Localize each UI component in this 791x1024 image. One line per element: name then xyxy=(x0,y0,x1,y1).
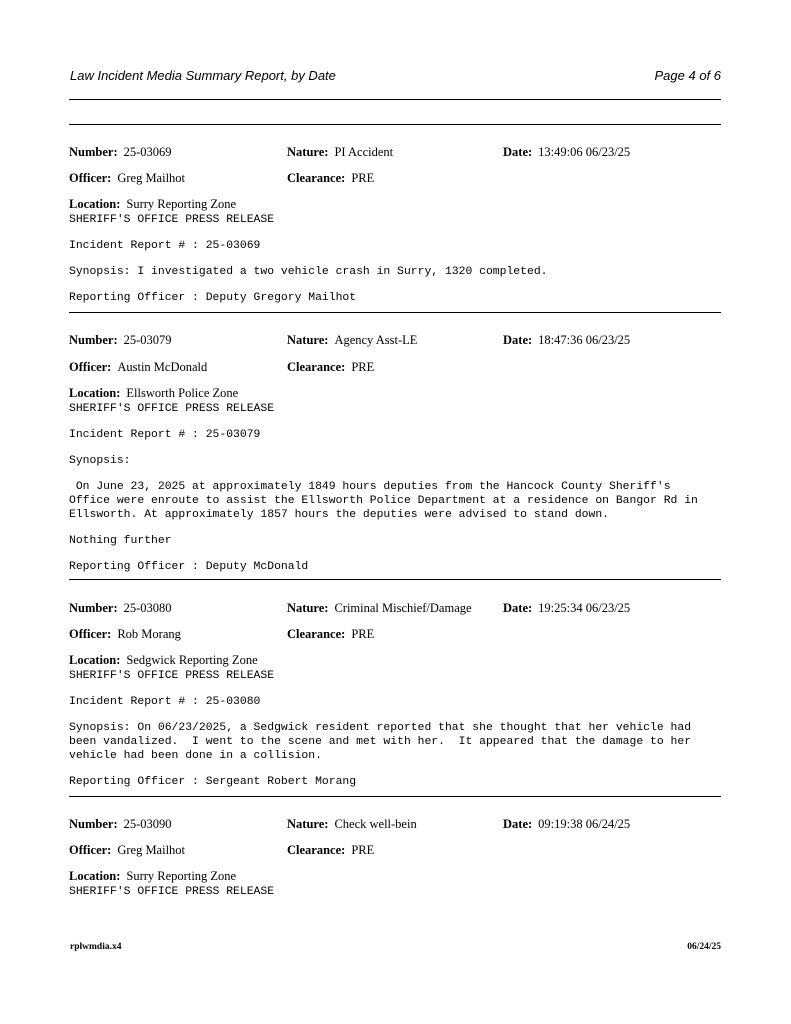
location-value: Surry Reporting Zone xyxy=(126,869,237,883)
number-label: Number: xyxy=(69,817,118,831)
header-rule xyxy=(69,99,721,100)
press-release-line: SHERIFF'S OFFICE PRESS RELEASE xyxy=(69,886,275,898)
incident-date: 18:47:36 06/23/25 xyxy=(538,333,631,347)
press-release-line: SHERIFF'S OFFICE PRESS RELEASE xyxy=(69,670,275,682)
clearance-label: Clearance: xyxy=(287,360,346,374)
synopsis-text: Synopsis: On 06/23/2025, a Sedgwick resident reported that she thought that her vehicle had been vandalized. I went to the scene and met with her. It appeared that the damage to her vehicle had been done in a collision. xyxy=(69,722,692,762)
report-title: Law Incident Media Summary Report, by Date xyxy=(70,68,336,83)
incident-date: 19:25:34 06/23/25 xyxy=(538,601,631,615)
page-number: Page 4 of 6 xyxy=(654,68,721,83)
incident-date: 09:19:38 06/24/25 xyxy=(538,817,631,831)
incident-record xyxy=(69,145,721,305)
separator-rule xyxy=(69,124,721,125)
incident-number: 25-03080 xyxy=(123,601,172,615)
incident-record xyxy=(69,601,721,789)
incident-number: 25-03079 xyxy=(123,333,172,347)
date-label: Date: xyxy=(503,333,533,347)
reporting-officer-line: Reporting Officer : Sergeant Robert Morang xyxy=(69,776,357,788)
officer-label: Officer: xyxy=(69,627,112,641)
location-value: Surry Reporting Zone xyxy=(126,197,237,211)
nature-label: Nature: xyxy=(287,601,329,615)
number-label: Number: xyxy=(69,333,118,347)
location-label: Location: xyxy=(69,869,121,883)
location-label: Location: xyxy=(69,653,121,667)
synopsis-text: Synopsis: xyxy=(69,455,131,467)
clearance-label: Clearance: xyxy=(287,627,346,641)
location-label: Location: xyxy=(69,197,121,211)
incident-report-line: Incident Report # : 25-03069 xyxy=(69,240,261,252)
incident-record xyxy=(69,817,721,899)
location-value: Sedgwick Reporting Zone xyxy=(126,653,258,667)
incident-record xyxy=(69,333,721,574)
officer-name: Greg Mailhot xyxy=(117,171,186,185)
reporting-officer-line: Reporting Officer : Deputy Gregory Mailhot xyxy=(69,292,357,304)
officer-label: Officer: xyxy=(69,843,112,857)
date-label: Date: xyxy=(503,817,533,831)
incident-nature: Criminal Mischief/Damage xyxy=(334,601,472,615)
location-label: Location: xyxy=(69,386,121,400)
officer-name: Greg Mailhot xyxy=(117,843,186,857)
clearance-value: PRE xyxy=(351,843,375,857)
record-divider xyxy=(69,312,721,313)
location-value: Ellsworth Police Zone xyxy=(126,386,239,400)
officer-label: Officer: xyxy=(69,360,112,374)
date-label: Date: xyxy=(503,601,533,615)
clearance-value: PRE xyxy=(351,171,375,185)
incident-nature: Check well-bein xyxy=(334,817,417,831)
clearance-label: Clearance: xyxy=(287,171,346,185)
footer-report-code: rplwmdia.x4 xyxy=(70,942,122,952)
record-divider xyxy=(69,579,721,580)
clearance-value: PRE xyxy=(351,627,375,641)
nature-label: Nature: xyxy=(287,333,329,347)
synopsis-text: Synopsis: I investigated a two vehicle crash in Surry, 1320 completed. xyxy=(69,266,548,278)
incident-number: 25-03069 xyxy=(123,145,172,159)
nothing-further-line: Nothing further xyxy=(69,535,172,547)
clearance-value: PRE xyxy=(351,360,375,374)
incident-date: 13:49:06 06/23/25 xyxy=(538,145,631,159)
press-release-line: SHERIFF'S OFFICE PRESS RELEASE xyxy=(69,214,275,226)
clearance-label: Clearance: xyxy=(287,843,346,857)
nature-label: Nature: xyxy=(287,817,329,831)
number-label: Number: xyxy=(69,145,118,159)
incident-nature: PI Accident xyxy=(334,145,394,159)
date-label: Date: xyxy=(503,145,533,159)
nature-label: Nature: xyxy=(287,145,329,159)
footer-print-date: 06/24/25 xyxy=(687,942,721,952)
incident-number: 25-03090 xyxy=(123,817,172,831)
incident-nature: Agency Asst-LE xyxy=(334,333,418,347)
officer-name: Rob Morang xyxy=(117,627,181,641)
number-label: Number: xyxy=(69,601,118,615)
incident-report-line: Incident Report # : 25-03080 xyxy=(69,696,261,708)
incident-report-line: Incident Report # : 25-03079 xyxy=(69,429,261,441)
press-release-line: SHERIFF'S OFFICE PRESS RELEASE xyxy=(69,403,275,415)
reporting-officer-line: Reporting Officer : Deputy McDonald xyxy=(69,561,309,573)
officer-name: Austin McDonald xyxy=(117,360,208,374)
narrative-text: On June 23, 2025 at approximately 1849 hours deputies from the Hancock County Sheriff's Office were enroute to assist the Ellsworth Police Department at a residence on Bangor Rd in Ellsworth. At approximately 1857 hours the deputies were advised to stand down. xyxy=(69,481,698,521)
record-divider xyxy=(69,796,721,797)
officer-label: Officer: xyxy=(69,171,112,185)
